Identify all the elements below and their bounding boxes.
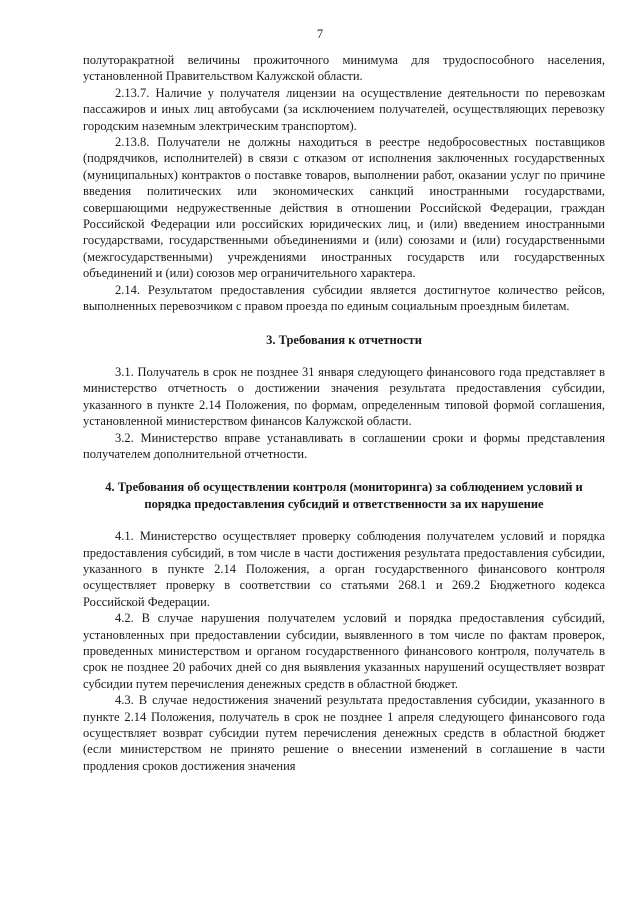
spacer (83, 348, 605, 364)
spacer (83, 512, 605, 528)
section-4-heading: 4. Требования об осуществлении контроля (мониторинга) за соблюдением условий и порядка предоставления субсидий и ответственности за их нарушение (105, 480, 583, 511)
paragraph-4-3: 4.3. В случае недостижения значений результата предоставления субсидии, указанного в пункте 2.14 Положения, получатель в срок не позднее 1 апреля следующего финансового года осуществляет возврат субсидии путем перечисления денежных средств в областной бюджет (если министерством не принято решение о внесении изменений в соглашение в части продления сроков достижения значения (83, 693, 605, 773)
paragraph-3-1: 3.1. Получатель в срок не позднее 31 января следующего финансового года представляет в министерство отчетность о достижении значения результата предоставления субсидии, указанного в пункте 2.14 Положения, по формам, определенным типовой формой соглашения, установленной министерством финансов Калужской области. (83, 364, 605, 429)
paragraph-3-2: 3.2. Министерство вправе устанавливать в соглашении сроки и формы представления получателем дополнительной отчетности. (83, 430, 605, 461)
document-body (83, 52, 605, 774)
paragraph-continuation: полуторакратной величины прожиточного минимума для трудоспособного населения, установленной Правительством Калужской области. (83, 53, 605, 84)
section-3-heading: 3. Требования к отчетности (266, 332, 422, 347)
page-number: 7 (316, 27, 324, 41)
paragraph-2-13-7: 2.13.7. Наличие у получателя лицензии на осуществление деятельности по перевозкам пассажиров и иных лиц автобусами (за исключением получателей, осуществляющих перевозку городским наземным электрическим транспортом). (83, 85, 605, 133)
paragraph-4-2: 4.2. В случае нарушения получателем условий и порядка предоставления субсидий, установленных при предоставлении субсидии, выявленного в том числе по фактам проверок, проведенных министерством и органом государственного финансового контроля, получатель в срок не позднее 20 рабочих дней со дня выявления указанных нарушений осуществляет возврат субсидии путем перечисления денежных средств в областной бюджет. (83, 611, 605, 691)
paragraph-2-13-8: 2.13.8. Получатели не должны находиться в реестре недобросовестных поставщиков (подрядчиков, исполнителей) в связи с отказом от исполнения заключенных государственных (муниципальных) контрактов о поставке товаров, выполнении работ, оказании услуг по причине введения политических или экономических санкций иностранными государствами, совершающими недружественные действия в отношении Российской Федерации, граждан Российской Федерации или российских юридических лиц, и (или) введением иностранными государствами, государственными объединениями и (или) союзами и (или) государственными (межгосударственными) учреждениями иностранных государств или государственных объединений и (или) союзов мер ограничительного характера. (83, 135, 605, 281)
spacer (83, 315, 605, 332)
paragraph-2-14: 2.14. Результатом предоставления субсидии является достигнутое количество рейсов, выполненных перевозчиком с правом проезда по единым социальным проездным билетам. (83, 282, 605, 314)
paragraph-4-1: 4.1. Министерство осуществляет проверку соблюдения получателем условий и порядка предоставления субсидий, в том числе в части достижения результата предоставления субсидии, указанного в пункте 2.14 Положения, а орган государственного финансового контроля осуществляет проверку в соответствии со статьями 268.1 и 269.2 Бюджетного кодекса Российской Федерации. (83, 529, 605, 609)
spacer (83, 462, 605, 479)
